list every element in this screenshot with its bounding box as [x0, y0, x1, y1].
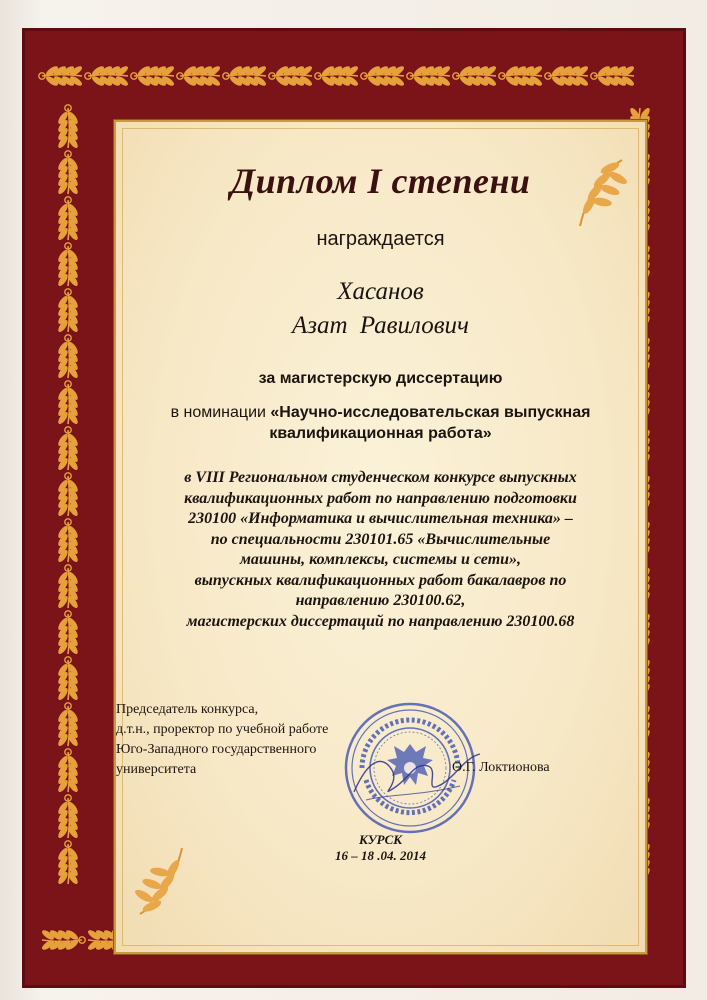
place-and-date [116, 832, 645, 864]
signer-title-block [116, 700, 328, 780]
nomination-prefix: в номинации [170, 404, 266, 421]
competition-line: направлению 230100.62, [295, 592, 466, 609]
competition-line: магистерских диссертаций по направлению 230100.68 [186, 612, 575, 630]
event-date: 16 – 18 .04. 2014 [335, 848, 426, 863]
recipient-given-names: Азат Равилович [292, 312, 469, 339]
diploma-frame [22, 28, 686, 988]
competition-line: 230100 «Информатика и вычислительная техника» – [188, 510, 573, 527]
awarded-label: награждается [316, 228, 445, 250]
city: КУРСК [358, 832, 403, 847]
nomination-title-part2: квалификационная работа» [269, 425, 492, 442]
competition-line: квалификационных работ по направлению подготовки [184, 489, 577, 507]
competition-line: машины, комплексы, системы и сети», [239, 551, 522, 568]
signer-line: д.т.н., проректор по учебной работе [116, 722, 329, 737]
signer-name: О.Г. Локтионова [452, 760, 550, 775]
award-reason: за магистерскую диссертацию [258, 370, 503, 387]
nomination-title-part1: «Научно-исследовательская выпускная [270, 404, 591, 421]
recipient-surname: Хасанов [337, 278, 424, 305]
signer-line: Председатель конкурса, [116, 702, 259, 717]
competition-line: по специальности 230101.65 «Вычислительные [210, 530, 551, 548]
competition-line: в VIII Региональном студенческом конкурсе выпускных [184, 469, 577, 486]
signer-line: университета [116, 762, 197, 777]
diploma-title: Диплом I степени [230, 161, 531, 201]
nomination-line-1 [116, 402, 645, 423]
diploma-panel [114, 120, 647, 954]
competition-line: выпускных квалификационных работ бакалавров по [194, 571, 567, 589]
competition-description [116, 468, 645, 632]
nomination-line-2 [116, 423, 645, 444]
signer-line: Юго-Западного государственного [116, 742, 317, 757]
nomination-block [116, 402, 645, 444]
